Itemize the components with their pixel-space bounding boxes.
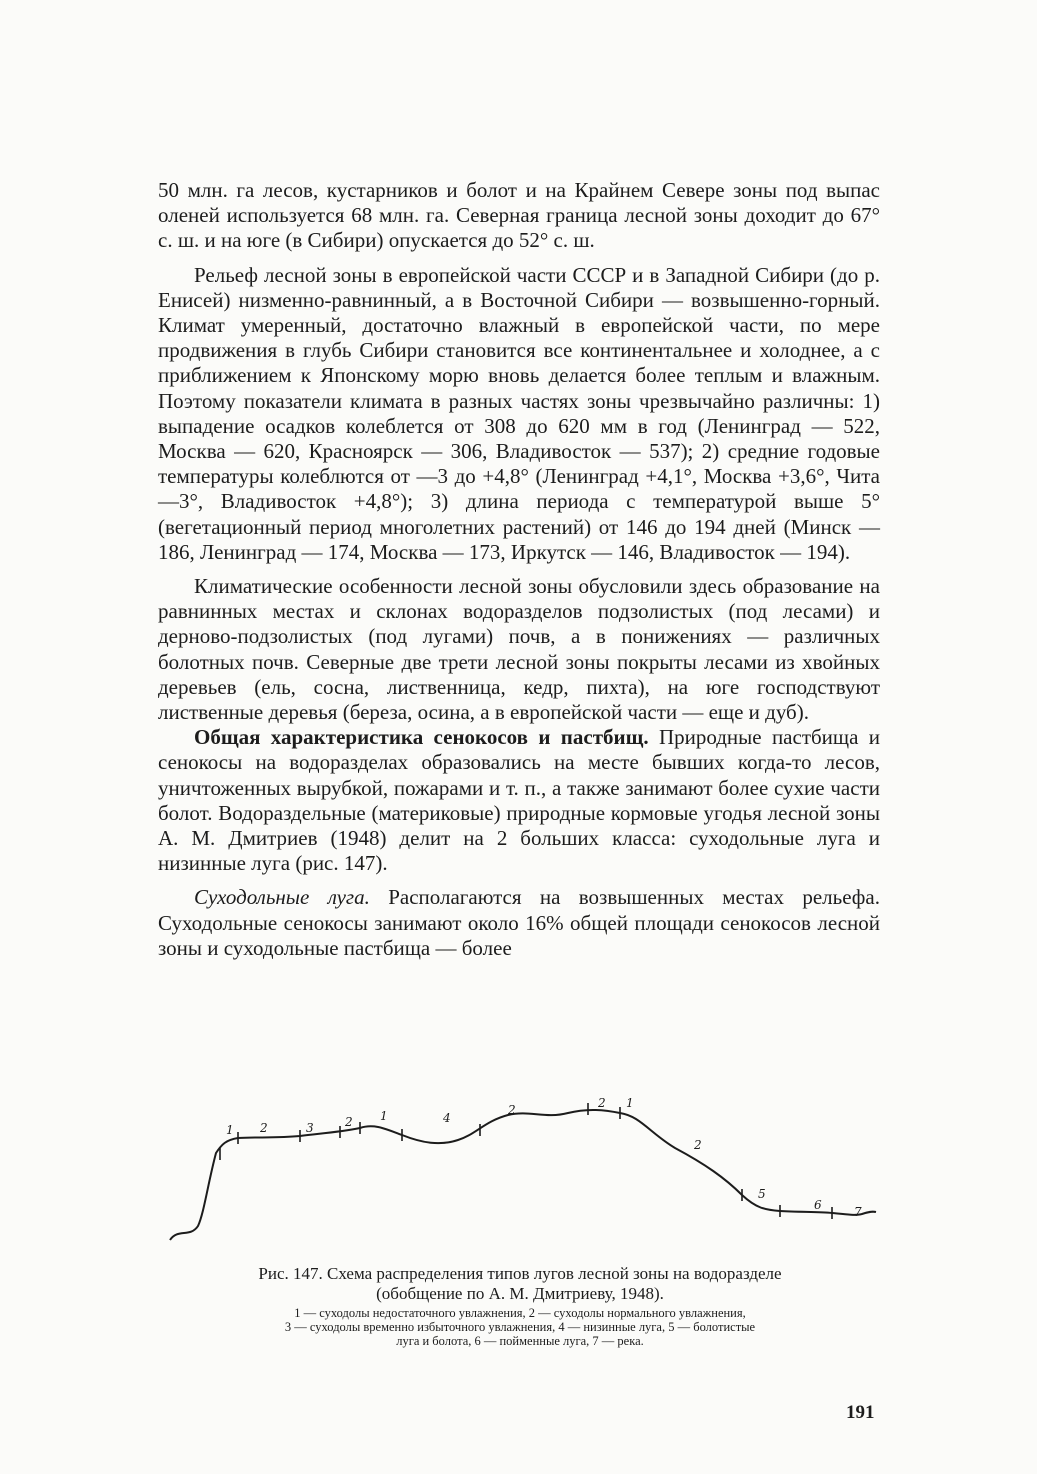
caption-line-2: (обобщение по А. М. Дмитриеву, 1948). (376, 1284, 664, 1303)
segment-label: 2 (345, 1115, 353, 1129)
segment-label: 3 (306, 1121, 314, 1135)
paragraph-4 (158, 725, 880, 876)
segment-label: 4 (443, 1111, 451, 1125)
segment-label: 6 (814, 1198, 822, 1212)
segment-label: 1 (380, 1109, 388, 1123)
segment-label: 7 (854, 1205, 862, 1219)
figure-147 (160, 1088, 880, 1258)
paragraph-5-body: Располагаются на возвышенных местах рельефа. Суходольные сенокосы занимают около 16% общей площади сенокосов лесной зоны и суходольные пастбища — более (158, 885, 880, 960)
paragraph-3: Климатические особенности лесной зоны обусловили здесь образование на равнинных местах и склонах водоразделов подзолистых (под лесами) и дерново-подзолистых (под лугами) почв, а в понижениях — различных болотных почв. Северные две трети лесной зоны покрыты лесами из хвойных деревьев (ель, сосна, лиственница, кедр, пихта), на юге господствуют лиственные деревья (береза, осина, а в европейской части — еще и дуб). (158, 574, 880, 725)
legend-line-3: луга и болота, 6 — пойменные луга, 7 — река. (396, 1334, 644, 1348)
subheading-dry-meadows: Суходольные луга. (194, 885, 370, 910)
terrain-profile-line (170, 1110, 876, 1240)
paragraph-2: Рельеф лесной зоны в европейской части СССР и в Западной Сибири (до р. Енисей) низменно-равнинный, а в Восточной Сибири — возвышенно-горный. Климат умеренный, достаточно влажный в европейской части, по мере продвижения в глубь Сибири становится все континентальнее и холоднее, а с приближением к Японскому морю вновь делается более теплым и влажным. Поэтому показатели климата в разных частях зоны чрезвычайно различны: 1) выпадение осадков колеблется от 308 до 620 мм в год (Ленинград — 522, Москва — 620, Красноярск — 306, Владивосток — 537); 2) средние годовые температуры колеблются от —3 до +4,8° (Ленинград +4,1°, Москва +3,6°, Чита —3°, Владивосток +4,8°); 3) длина периода с температурой выше 5° (вегетационный период многолетних растений) от 146 до 194 дней (Минск — 186, Ленинград — 174, Москва — 173, Иркутск — 146, Владивосток — 194). (158, 262, 880, 564)
paragraph-4-body: Природные пастбища и сенокосы на водоразделах образовались на месте бывших когда-то лесов, уничтоженных вырубкой, пожарами и т. п., а также занимают более сухие части болот. Водораздельные (материковые) природные кормовые угодья лесной зоны А. М. Дмитриев (1948) делит на 2 больших класса: суходольные луга и низинные луга (рис. 147). (158, 725, 880, 876)
segment-label: 2 (260, 1121, 268, 1135)
caption-line-1: Рис. 147. Схема распределения типов лугов лесной зоны на водоразделе (258, 1264, 782, 1283)
legend-line-1: 1 — суходолы недостаточного увлажнения, 2 — суходолы нормального увлажнения, (294, 1306, 746, 1320)
segment-label: 5 (758, 1187, 766, 1201)
figure-legend (160, 1306, 880, 1348)
body-text (158, 178, 880, 961)
section-heading-meadows-pastures: Общая характеристика сенокосов и пастбищ. (194, 725, 649, 750)
page-number: 191 (846, 1402, 875, 1423)
segment-label: 1 (626, 1096, 634, 1110)
watershed-profile-diagram (160, 1088, 880, 1258)
paragraph-1: 50 млн. га лесов, кустарников и болот и на Крайнем Севере зоны под выпас оленей используется 68 млн. га. Северная граница лесной зоны доходит до 67° с. ш. и на юге (в Сибири) опускается до 52° с. ш. (158, 178, 880, 253)
segment-label: 2 (508, 1103, 516, 1117)
segment-label: 1 (226, 1123, 234, 1137)
segment-label: 2 (598, 1096, 606, 1110)
figure-caption (160, 1264, 880, 1304)
paragraph-5 (158, 885, 880, 961)
segment-label: 2 (694, 1138, 702, 1152)
legend-line-2: 3 — суходолы временно избыточного увлажнения, 4 — низинные луга, 5 — болотистые (284, 1320, 756, 1334)
